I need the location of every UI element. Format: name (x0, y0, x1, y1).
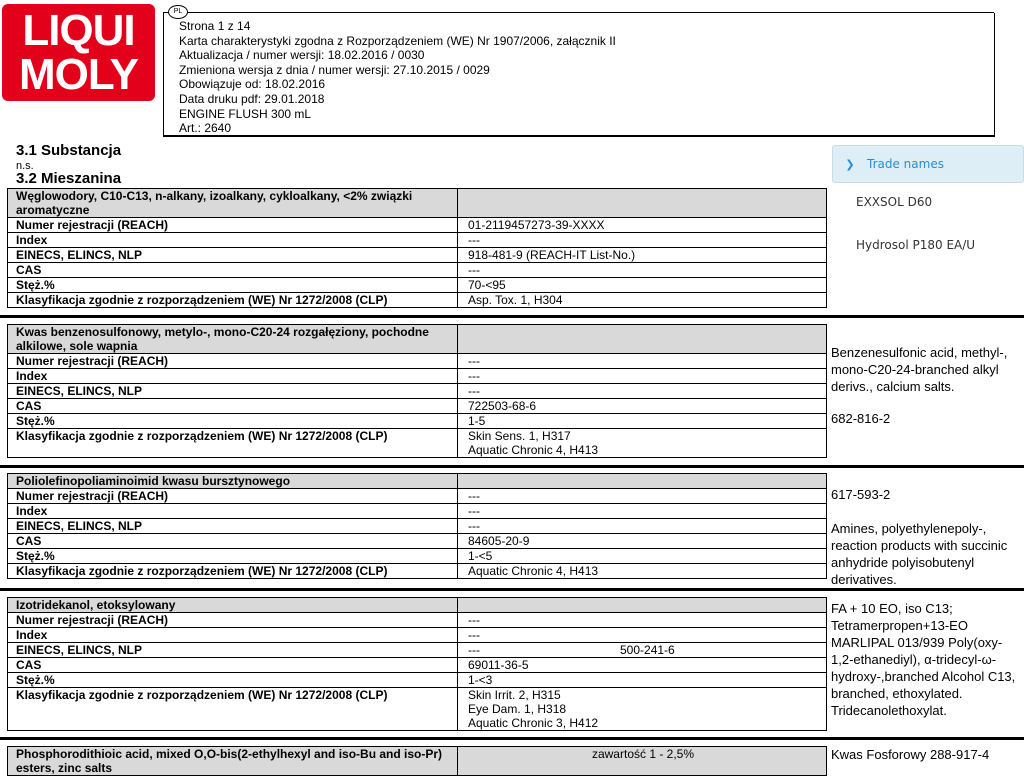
row-label: Numer rejestracji (REACH) (8, 354, 458, 369)
document-title: Karta charakterystyki zgodna z Rozporządzeniem (WE) Nr 1907/2006, załącznik II (179, 33, 616, 48)
row-value: 84605-20-9 (458, 534, 827, 549)
row-label: CAS (8, 399, 458, 414)
row-label: CAS (8, 263, 458, 278)
row-label: CAS (8, 534, 458, 549)
side-note: Amines, polyethylenepoly-, reaction products with succinic anhydride polyisobutenyl derivatives. (831, 521, 1008, 587)
row-value: 69011-36-5 (458, 658, 827, 673)
trade-names-label: Trade names (867, 157, 944, 171)
row-label: Index (8, 369, 458, 384)
row-label: Stęż.% (8, 414, 458, 429)
row-value: 1-<3 (458, 673, 827, 688)
substance-header-value (458, 598, 827, 613)
row-value: 70-<95 (458, 278, 827, 293)
substance-name: Kwas benzenosulfonowy, metylo-, mono-C20-24 rozgałęziony, pochodne alkilowe, sole wapnia (8, 325, 458, 354)
logo-line-2: MOLY (18, 49, 139, 99)
trade-name-item: Hydrosol P180 EA/U (856, 238, 976, 252)
side-note: Kwas Fosforowy 288-917-4 (831, 747, 990, 762)
section-3-1-value: n.s. (16, 160, 34, 172)
substance-header-value (458, 474, 827, 489)
row-label: EINECS, ELINCS, NLP (8, 643, 458, 658)
product-name: ENGINE FLUSH 300 mL (179, 106, 312, 121)
article-number: Art.: 2640 (179, 121, 232, 136)
side-note: FA + 10 EO, iso C13; Tetramerpropen+13-EO MARLIPAL 013/939 Poly(oxy-1,2-ethanediyl), α-tridecyl-ω-hydroxy-,branched Alcohol C13, branched, ethoxylated. Tridecanolethoxylat. (831, 601, 1016, 718)
row-label: Stęż.% (8, 278, 458, 293)
row-label: Klasyfikacja zgodnie z rozporządzeniem (WE) Nr 1272/2008 (CLP) (8, 564, 458, 579)
row-value: 1-5 (458, 414, 827, 429)
row-value: --- (458, 613, 827, 628)
section-divider (0, 588, 1024, 591)
page-number: Strona 1 z 14 (179, 19, 251, 33)
substance-table (7, 188, 827, 308)
row-label: EINECS, ELINCS, NLP (8, 248, 458, 263)
row-value: 01-2119457273-39-XXXX (458, 218, 827, 233)
section-divider (0, 737, 1024, 740)
row-value: 1-<5 (458, 549, 827, 564)
row-value: --- (458, 233, 827, 248)
trade-name-item: EXXSOL D60 (856, 195, 933, 209)
row-value: --- (458, 489, 827, 504)
substance-table (7, 746, 827, 776)
row-label: Index (8, 628, 458, 643)
substance-header-value (458, 325, 827, 354)
language-badge: PL (168, 5, 188, 19)
row-label: Numer rejestracji (REACH) (8, 613, 458, 628)
header-info (179, 19, 616, 136)
row-label: Klasyfikacja zgodnie z rozporządzeniem (WE) Nr 1272/2008 (CLP) (8, 429, 458, 458)
row-value: Aquatic Chronic 4, H413 (458, 564, 827, 579)
einecs-extra-value: 500-241-6 (620, 643, 675, 657)
row-value: --- (458, 504, 827, 519)
update-version: Aktualizacja / numer wersji: 18.02.2016 / 0030 (179, 48, 425, 63)
header-rule (163, 136, 995, 137)
valid-from: Obowiązuje od: 18.02.2016 (179, 77, 326, 92)
chevron-down-icon: ❯ (845, 157, 855, 171)
row-value: --- (458, 354, 827, 369)
row-label: EINECS, ELINCS, NLP (8, 519, 458, 534)
row-label: Stęż.% (8, 549, 458, 564)
row-label: Klasyfikacja zgodnie z rozporządzeniem (WE) Nr 1272/2008 (CLP) (8, 688, 458, 731)
row-label: Numer rejestracji (REACH) (8, 489, 458, 504)
trade-names-toggle[interactable] (832, 145, 1024, 183)
side-note: 617-593-2 (831, 487, 891, 502)
row-value (458, 643, 827, 658)
row-value: --- (458, 384, 827, 399)
substance-name: Izotridekanol, etoksylowany (8, 598, 458, 613)
row-value: 918-481-9 (REACH-IT List-No.) (458, 248, 827, 263)
row-value: --- (458, 628, 827, 643)
substance-header-value: zawartość 1 - 2,5% (458, 747, 827, 776)
print-date: Data druku pdf: 29.01.2018 (179, 91, 325, 106)
substance-name: Węglowodory, C10-C13, n-alkany, izoalkany, cykloalkany, <2% związki aromatyczne (8, 189, 458, 218)
row-value: --- (458, 519, 827, 534)
row-value: --- (458, 263, 827, 278)
row-label: Klasyfikacja zgodnie z rozporządzeniem (WE) Nr 1272/2008 (CLP) (8, 293, 458, 308)
substance-table (7, 473, 827, 579)
substance-table (7, 597, 827, 731)
substance-header-value (458, 189, 827, 218)
row-value: Skin Irrit. 2, H315 Eye Dam. 1, H318 Aquatic Chronic 3, H412 (458, 688, 827, 731)
row-label: Stęż.% (8, 673, 458, 688)
row-label: EINECS, ELINCS, NLP (8, 384, 458, 399)
section-3-1-heading: 3.1 Substancja (16, 142, 122, 159)
row-value: Asp. Tox. 1, H304 (458, 293, 827, 308)
row-value: Skin Sens. 1, H317 Aquatic Chronic 4, H413 (458, 429, 827, 458)
row-label: Index (8, 233, 458, 248)
substance-name: Poliolefinopoliaminoimid kwasu bursztynowego (8, 474, 458, 489)
row-label: Index (8, 504, 458, 519)
side-note: Benzenesulfonic acid, methyl-, mono-C20-24-branched alkyl derivs., calcium salts. (831, 345, 1008, 394)
einecs-value: --- (468, 643, 480, 657)
logo-line-1: LIQUI (22, 5, 135, 55)
substance-name: Phosphorodithioic acid, mixed O,O-bis(2-ethylhexyl and iso-Bu and iso-Pr) esters, zinc salts (8, 747, 458, 776)
row-label: Numer rejestracji (REACH) (8, 218, 458, 233)
section-divider (0, 315, 1024, 318)
row-value: 722503-68-6 (458, 399, 827, 414)
section-3-2-heading: 3.2 Mieszanina (16, 170, 122, 187)
row-value: --- (458, 369, 827, 384)
previous-version: Zmieniona wersja z dnia / numer wersji: 27.10.2015 / 0029 (179, 62, 490, 77)
side-note: 682-816-2 (831, 411, 891, 426)
liqui-moly-logo (2, 4, 155, 101)
row-label: CAS (8, 658, 458, 673)
section-divider (0, 465, 1024, 468)
substance-table (7, 324, 827, 458)
